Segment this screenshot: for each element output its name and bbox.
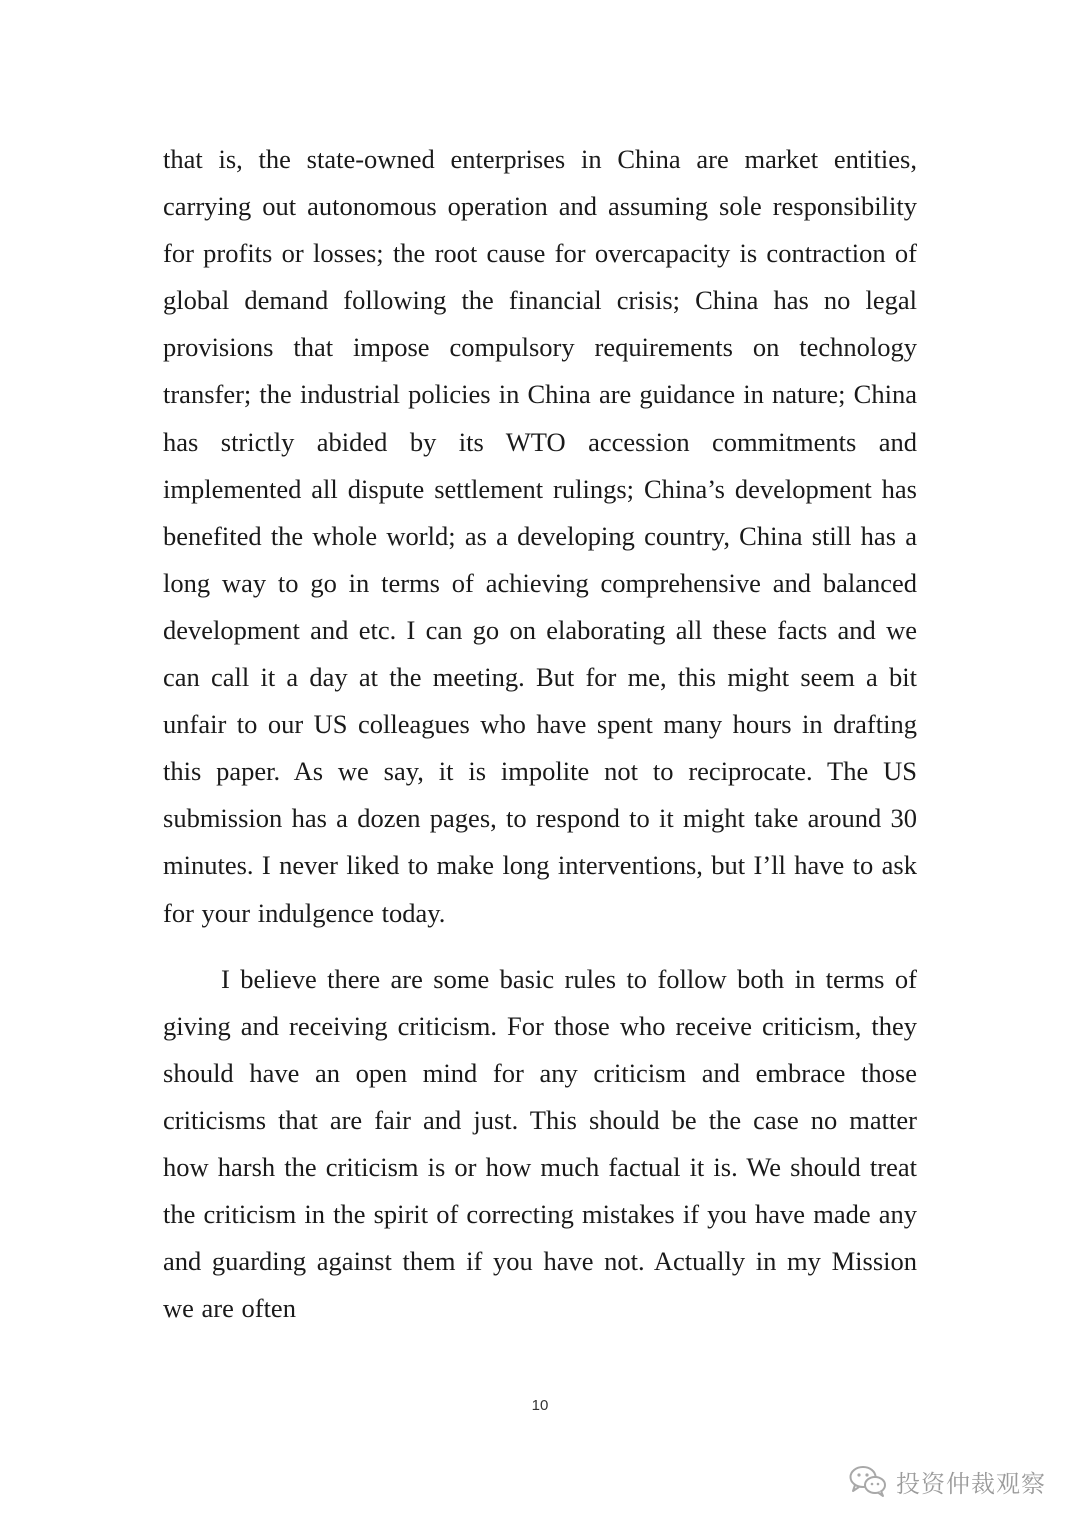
page-number: 10 <box>531 1397 549 1414</box>
watermark <box>848 1459 1046 1503</box>
body-text <box>163 136 917 1332</box>
watermark-text: 投资仲裁观察 <box>896 1469 1046 1498</box>
paragraph-criticism-rules: I believe there are some basic rules to follow both in terms of giving and receiving criticism. For those who receive criticism, they should have an open mind for any criticism and embrace those criticisms that are fair and just. This should be the case no matter how harsh the criticism is or how much factual it is. We should treat the criticism in the spirit of correcting mistakes if you have made any and guarding against them if you have not. Actually in my Mission we are often <box>163 963 917 1324</box>
paragraph-continued: that is, the state-owned enterprises in China are market entities, carrying out autonomous operation and assuming sole responsibility for profits or losses; the root cause for overcapacity is contraction of global demand following the financial crisis; China has no legal provisions that impose compulsory requirements on technology transfer; the industrial policies in China are guidance in nature; China has strictly abided by its WTO accession commitments and implemented all dispute settlement rulings; China’s development has benefited the whole world; as a developing country, China still has a long way to go in terms of achieving comprehensive and balanced development and etc. I can go on elaborating all these facts and we can call it a day at the meeting. But for me, this might seem a bit unfair to our US colleagues who have spent many hours in drafting this paper. As we say, it is impolite not to reciprocate. The US submission has a dozen pages, to respond to it might take around 30 minutes. I never liked to make long interventions, but I’ll have to ask for your indulgence today. <box>163 144 917 928</box>
wechat-icon <box>848 1464 888 1498</box>
